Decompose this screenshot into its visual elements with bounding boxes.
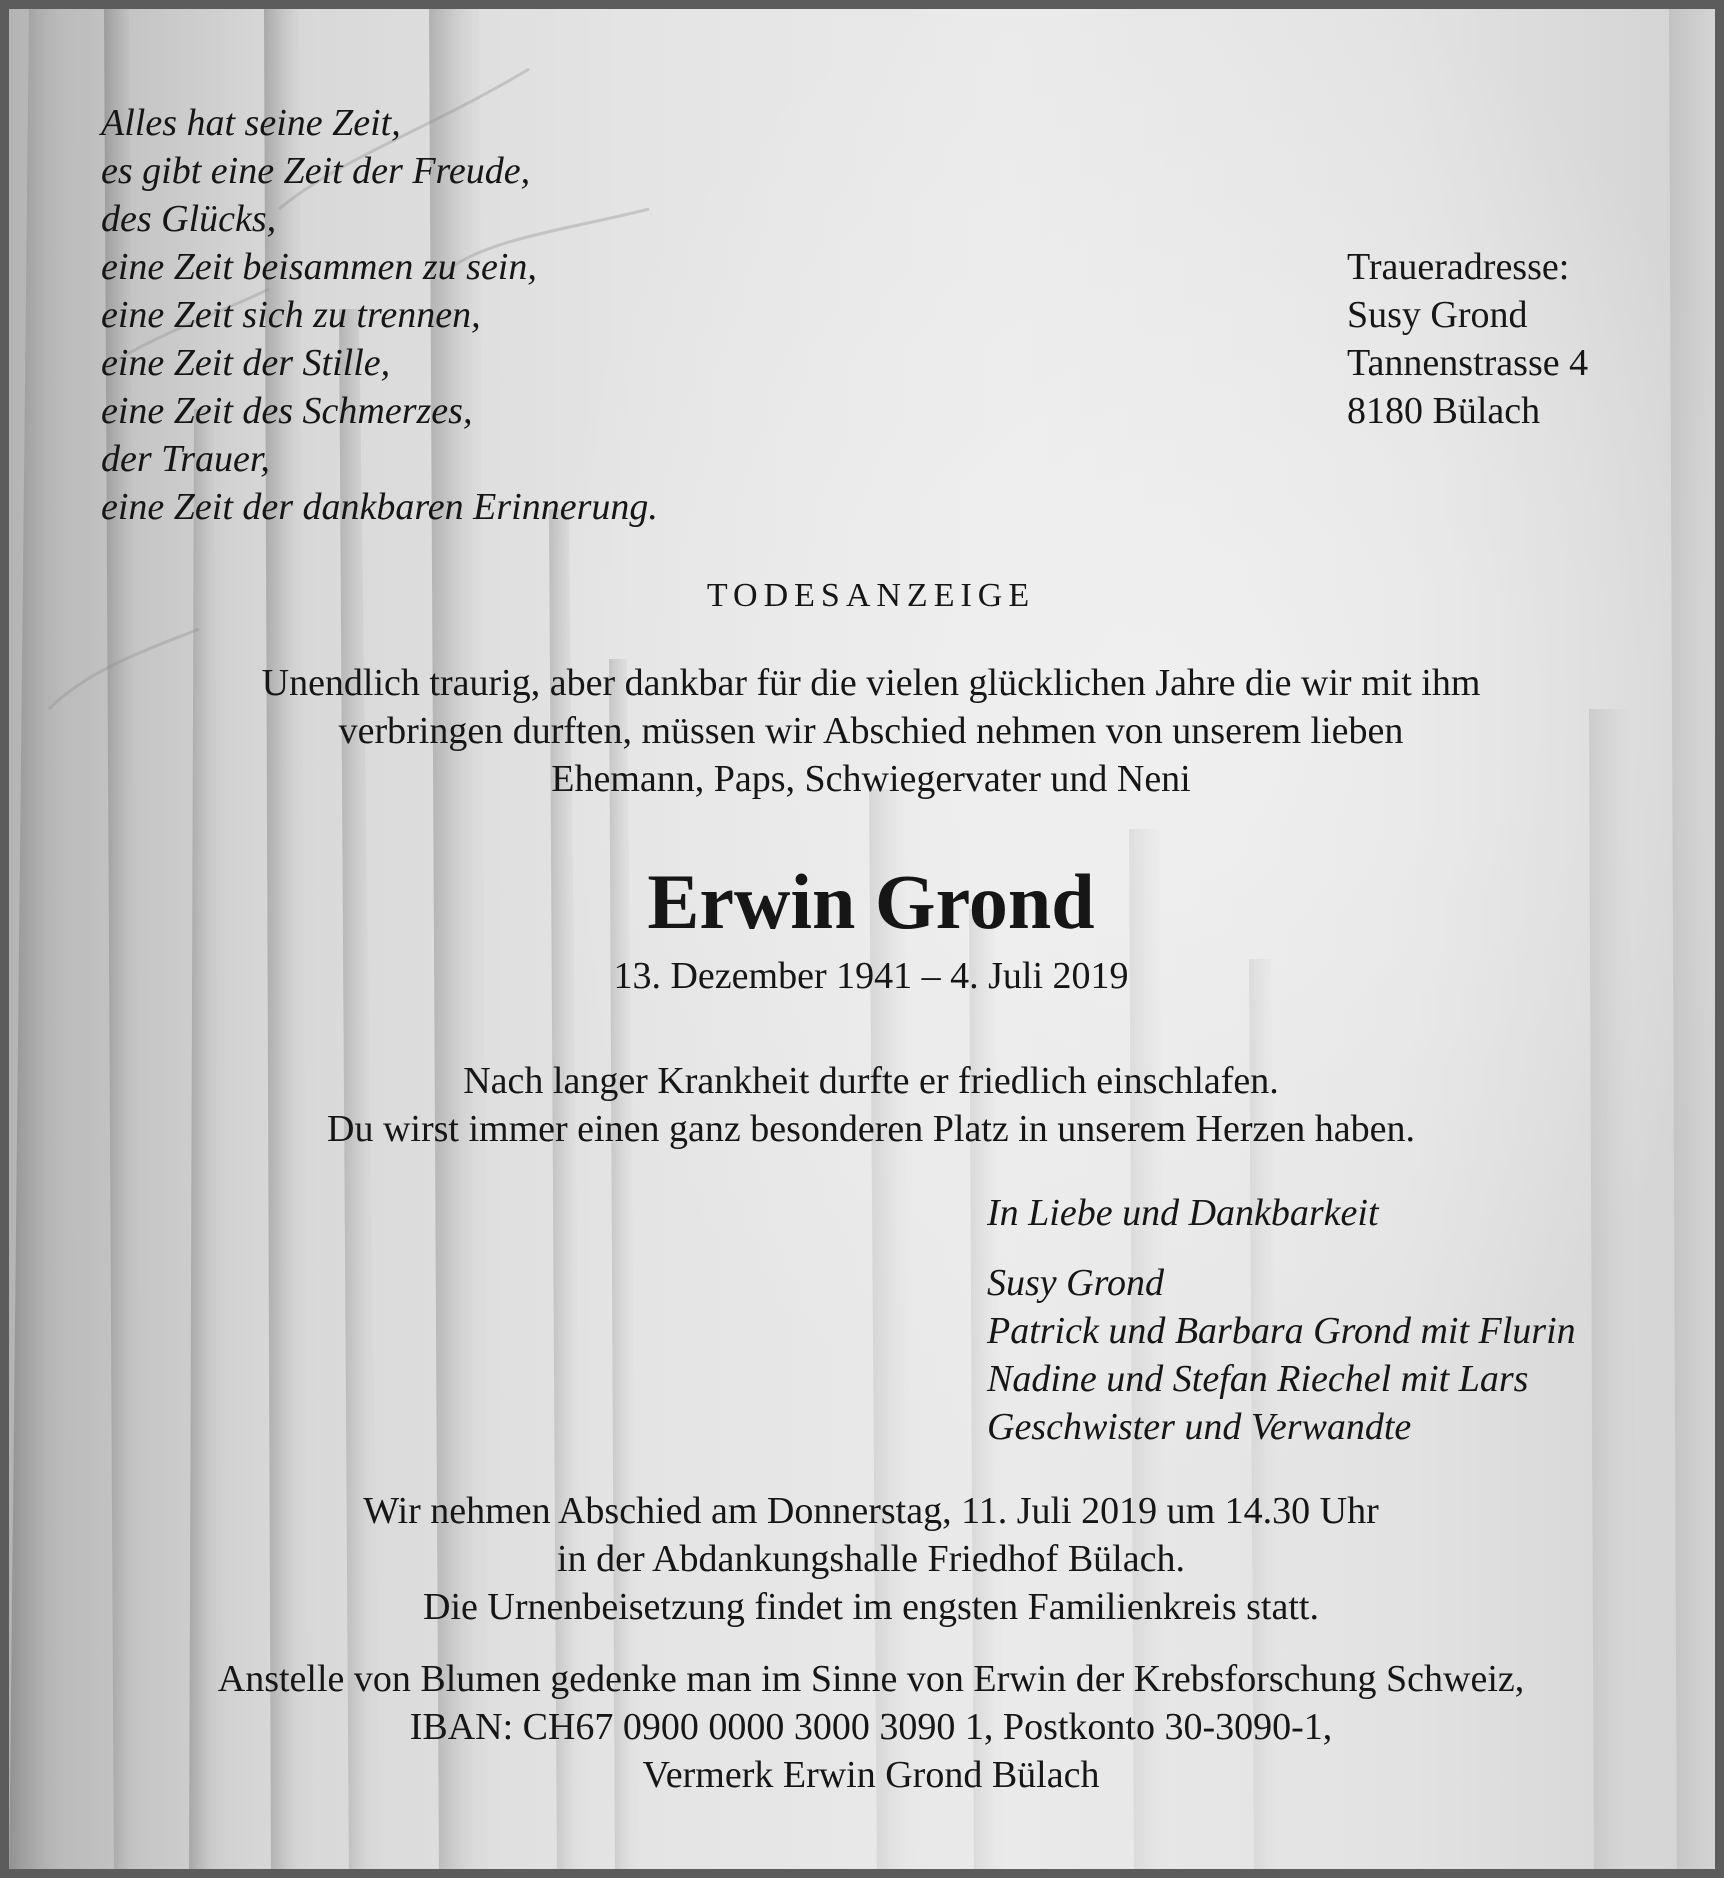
poem-line: eine Zeit beisammen zu sein, bbox=[101, 246, 537, 288]
intro-line: verbringen durften, müssen wir Abschied nehmen von unserem lieben bbox=[338, 710, 1404, 752]
family-signature bbox=[987, 1189, 1576, 1451]
signature-name: Nadine und Stefan Riechel mit Lars bbox=[987, 1358, 1529, 1400]
donation-info bbox=[9, 1655, 1724, 1799]
address-street: Tannenstrasse 4 bbox=[1347, 342, 1589, 384]
service-line: Wir nehmen Abschied am Donnerstag, 11. Juli 2019 um 14.30 Uhr bbox=[363, 1490, 1379, 1532]
intro-line: Unendlich traurig, aber dankbar für die vielen glücklichen Jahre die wir mit ihm bbox=[261, 662, 1481, 704]
life-dates: 13. Dezember 1941 – 4. Juli 2019 bbox=[613, 955, 1129, 997]
signature-greeting: In Liebe und Dankbarkeit bbox=[987, 1192, 1379, 1234]
poem-line: es gibt eine Zeit der Freude, bbox=[101, 150, 531, 192]
donation-line: Vermerk Erwin Grond Bülach bbox=[642, 1754, 1100, 1796]
signature-name: Patrick und Barbara Grond mit Flurin bbox=[987, 1310, 1576, 1352]
notice-heading: TODESANZEIGE bbox=[706, 577, 1036, 614]
poem-line: eine Zeit des Schmerzes, bbox=[101, 390, 473, 432]
address-city: 8180 Bülach bbox=[1347, 390, 1541, 432]
address-label: Traueradresse: bbox=[1347, 246, 1570, 288]
poem bbox=[101, 99, 658, 531]
poem-line: eine Zeit der Stille, bbox=[101, 342, 391, 384]
poem-line: eine Zeit sich zu trennen, bbox=[101, 294, 481, 336]
intro-text bbox=[9, 659, 1724, 803]
poem-line: der Trauer, bbox=[101, 438, 270, 480]
donation-line: IBAN: CH67 0900 0000 3000 3090 1, Postkonto 30-3090-1, bbox=[409, 1706, 1333, 1748]
intro-line: Ehemann, Paps, Schwiegervater und Neni bbox=[551, 758, 1191, 800]
poem-line: des Glücks, bbox=[101, 198, 277, 240]
poem-line: Alles hat seine Zeit, bbox=[101, 102, 401, 144]
service-info bbox=[9, 1487, 1724, 1631]
donation-line: Anstelle von Blumen gedenke man im Sinne von Erwin der Krebsforschung Schweiz, bbox=[217, 1658, 1525, 1700]
address-name: Susy Grond bbox=[1347, 294, 1528, 336]
message-line: Du wirst immer einen ganz besonderen Platz in unserem Herzen haben. bbox=[327, 1108, 1415, 1150]
signature-name: Geschwister und Verwandte bbox=[987, 1406, 1412, 1448]
mourning-address bbox=[1347, 243, 1588, 435]
signature-name: Susy Grond bbox=[987, 1262, 1164, 1304]
poem-line: eine Zeit der dankbaren Erinnerung. bbox=[101, 486, 658, 528]
service-line: Die Urnenbeisetzung findet im engsten Familienkreis statt. bbox=[423, 1586, 1319, 1628]
service-line: in der Abdankungshalle Friedhof Bülach. bbox=[557, 1538, 1185, 1580]
message-line: Nach langer Krankheit durfte er friedlich einschlafen. bbox=[463, 1060, 1279, 1102]
farewell-message bbox=[9, 1057, 1724, 1153]
deceased-name: Erwin Grond bbox=[647, 858, 1095, 945]
